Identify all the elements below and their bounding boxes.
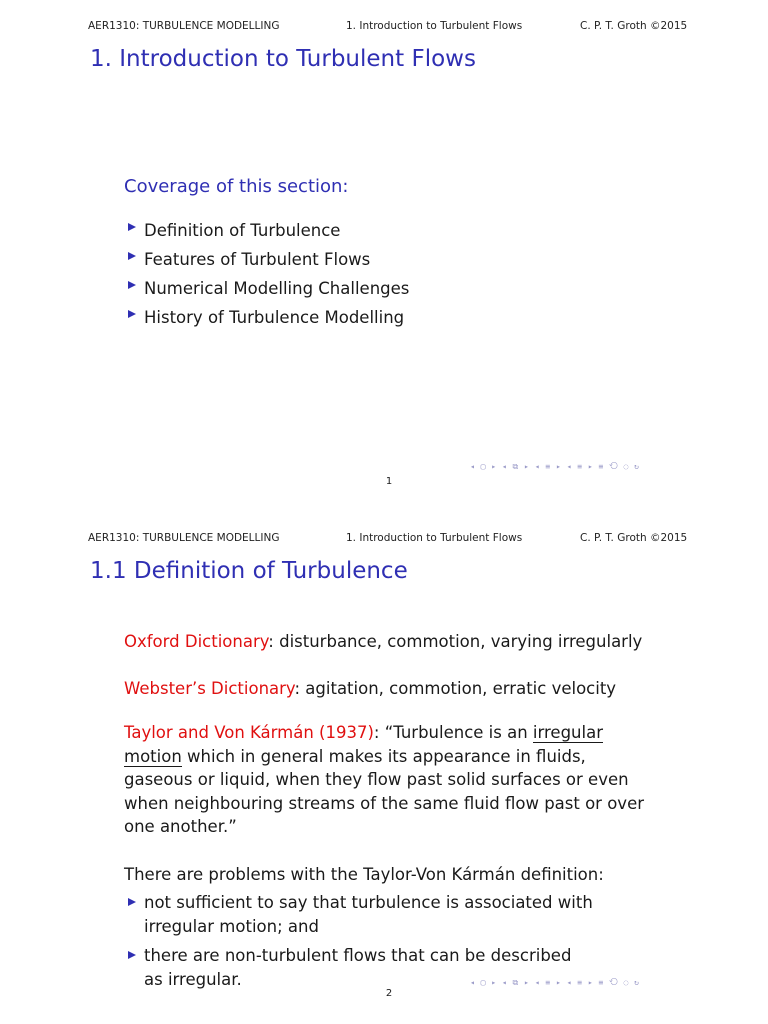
webster-label: Webster’s Dictionary	[124, 678, 295, 698]
list-item: there are non-turbulent flows that can be described as irregular.	[124, 944, 594, 991]
bullet-triangle-icon	[128, 898, 136, 906]
taylor-definition: Taylor and Von Kármán (1937): “Turbulence is an irregular motion which in general makes its appearance in fluids, gaseous or liquid, when they flow past solid surfaces or even when neighbouring streams of the same fluid flow past or over one another.”	[124, 723, 645, 836]
page-number: 1	[385, 476, 393, 487]
bullet-triangle-icon	[128, 310, 136, 318]
taylor-label: Taylor and Von Kármán (1937)	[124, 723, 374, 742]
coverage-list-wrap	[124, 216, 654, 332]
bullet-triangle-icon	[128, 252, 136, 260]
header-course: AER1310: TURBULENCE MODELLING	[88, 20, 280, 32]
problems-intro: There are problems with the Taylor-Von Kármán definition:	[124, 864, 604, 884]
oxford-definition: Oxford Dictionary: disturbance, commotion, varying irregularly	[124, 632, 643, 651]
problems-list	[124, 891, 594, 991]
bullet-triangle-icon	[128, 281, 136, 289]
header-author: C. P. T. Groth ©2015	[580, 532, 688, 544]
bullet-triangle-icon	[128, 223, 136, 231]
webster-definition: Webster’s Dictionary: agitation, commotion, erratic velocity	[124, 678, 617, 698]
list-item: not sufficient to say that turbulence is associated with irregular motion; and	[124, 891, 594, 938]
coverage-list	[124, 216, 654, 332]
oxford-label: Oxford Dictionary	[124, 632, 269, 651]
definitions-body	[124, 630, 654, 991]
beamer-navigation-bar[interactable]: ◂ ▢ ▸ ◂ ⧉ ▸ ◂ ≡ ▸ ◂ ≡ ▸ ≡ ⟲ ◌ ↻	[470, 978, 640, 987]
slide-title: 1.1 Definition of Turbulence	[90, 558, 408, 584]
list-item: Definition of Turbulence	[124, 216, 654, 245]
list-item: Numerical Modelling Challenges	[124, 274, 654, 303]
header-course: AER1310: TURBULENCE MODELLING	[88, 532, 280, 544]
irregular-motion-underlined: irregular motion	[124, 723, 603, 766]
header-section: 1. Introduction to Turbulent Flows	[346, 532, 523, 544]
slide-2	[0, 512, 768, 1024]
coverage-heading: Coverage of this section:	[124, 176, 349, 197]
list-item: History of Turbulence Modelling	[124, 303, 654, 332]
bullet-triangle-icon	[128, 951, 136, 959]
list-item: Features of Turbulent Flows	[124, 245, 654, 274]
beamer-navigation-bar[interactable]: ◂ ▢ ▸ ◂ ⧉ ▸ ◂ ≡ ▸ ◂ ≡ ▸ ≡ ⟲ ◌ ↻	[470, 462, 640, 471]
page-number: 2	[385, 988, 393, 999]
header-section: 1. Introduction to Turbulent Flows	[346, 20, 523, 32]
slide-title: 1. Introduction to Turbulent Flows	[90, 46, 476, 72]
header-author: C. P. T. Groth ©2015	[580, 20, 688, 32]
